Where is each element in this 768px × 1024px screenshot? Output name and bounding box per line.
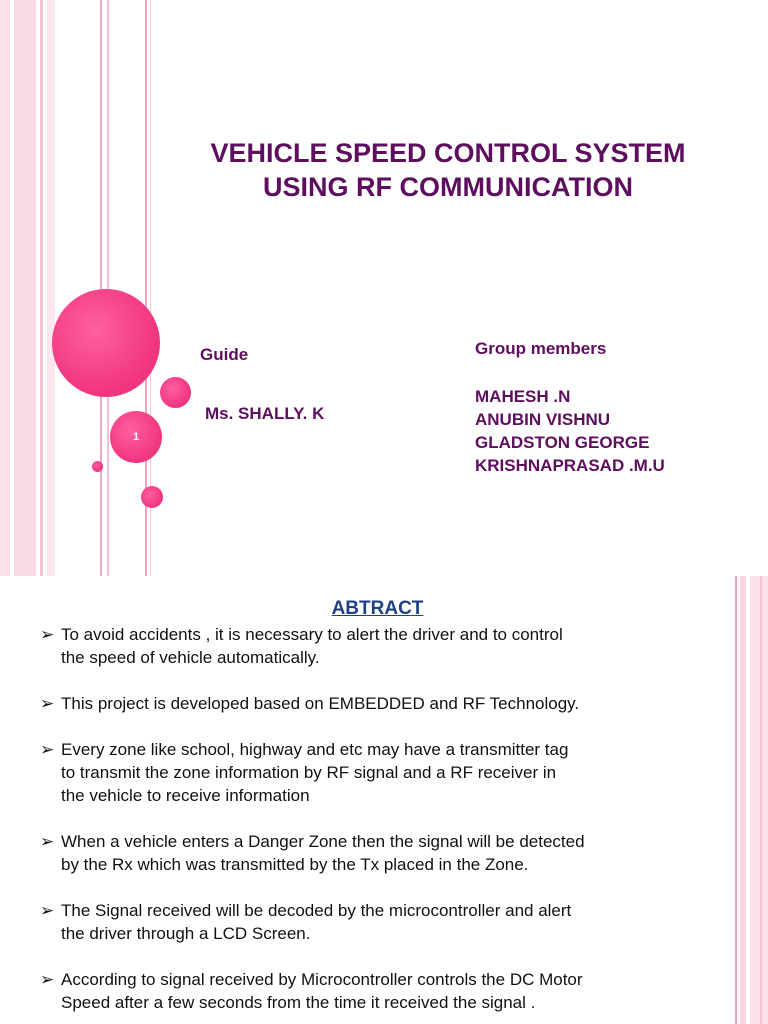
- arrow-bullet-icon: ➢: [40, 694, 55, 713]
- bullet-line: the speed of vehicle automatically.: [61, 648, 320, 667]
- decor-circle-tiny: [92, 461, 103, 472]
- bullet-line: Every zone like school, highway and etc may have a transmitter tag: [61, 740, 569, 759]
- bullet-line: To avoid accidents , it is necessary to alert the driver and to control: [61, 625, 563, 644]
- decor-stripe: [100, 0, 102, 576]
- decor-stripe: [760, 576, 762, 1024]
- decor-circle-medium: [160, 377, 191, 408]
- group-member: KRISHNAPRASAD .M.U: [475, 456, 665, 475]
- arrow-bullet-icon: ➢: [40, 625, 55, 644]
- guide-label: Guide: [200, 345, 249, 364]
- guide-name: Ms. SHALLY. K: [205, 404, 325, 423]
- decor-stripe: [735, 576, 737, 1024]
- slide-title: [170, 136, 726, 204]
- bullet-line: by the Rx which was transmitted by the Tx placed in the Zone.: [61, 855, 529, 874]
- bullet-item: [40, 692, 700, 715]
- slide-number-circle: [110, 411, 162, 463]
- arrow-bullet-icon: ➢: [40, 832, 55, 851]
- group-member: MAHESH .N: [475, 387, 571, 406]
- group-members-label: Group members: [475, 339, 607, 358]
- group-members-list: [475, 385, 665, 477]
- bullet-item: [40, 738, 700, 807]
- group-member: GLADSTON GEORGE: [475, 433, 650, 452]
- title-line-1: VEHICLE SPEED CONTROL SYSTEM: [210, 138, 686, 168]
- decor-stripe: [40, 0, 43, 576]
- arrow-bullet-icon: ➢: [40, 740, 55, 759]
- decor-stripe: [47, 0, 55, 576]
- bullet-line: The Signal received will be decoded by the microcontroller and alert: [61, 901, 572, 920]
- bullet-item: [40, 623, 700, 669]
- decor-stripe: [107, 0, 109, 576]
- bullet-item: [40, 830, 700, 876]
- decor-stripe: [14, 0, 36, 576]
- arrow-bullet-icon: ➢: [40, 970, 55, 989]
- group-member: ANUBIN VISHNU: [475, 410, 611, 429]
- decor-circle-large: [52, 289, 160, 397]
- arrow-bullet-icon: ➢: [40, 901, 55, 920]
- slide-number: 1: [132, 431, 140, 443]
- decor-stripe: [0, 0, 10, 576]
- bullet-line: Speed after a few seconds from the time it received the signal .: [61, 993, 536, 1012]
- abstract-bullet-list: [40, 623, 700, 1024]
- bullet-item: [40, 968, 700, 1014]
- bullet-line: This project is developed based on EMBEDDED and RF Technology.: [61, 694, 580, 713]
- bullet-line: When a vehicle enters a Danger Zone then the signal will be detected: [61, 832, 585, 851]
- title-line-2: USING RF COMMUNICATION: [263, 172, 633, 202]
- bullet-item: [40, 899, 700, 945]
- decor-circle-small: [141, 486, 163, 508]
- decor-stripe: [750, 576, 768, 1024]
- bullet-line: the driver through a LCD Screen.: [61, 924, 311, 943]
- bullet-line: the vehicle to receive information: [61, 786, 310, 805]
- abstract-heading: ABTRACT: [331, 598, 424, 619]
- abstract-slide: [0, 576, 768, 1024]
- bullet-line: According to signal received by Microcontroller controls the DC Motor: [61, 970, 583, 989]
- decor-stripe: [740, 576, 746, 1024]
- bullet-line: to transmit the zone information by RF signal and a RF receiver in: [61, 763, 557, 782]
